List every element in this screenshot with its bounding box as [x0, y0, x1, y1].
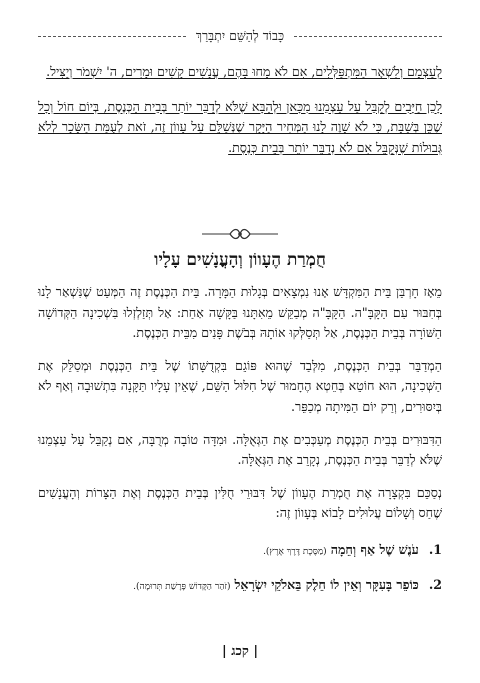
list-item-number: 1. [428, 541, 442, 557]
list-item-source: (מַסֶּכֶת דֶּרֶךְ אֶרֶץ). [263, 546, 327, 557]
section-paragraph-4: נְסַכֵּם בִּקְצָרָה אֶת חֻמְרַת הֶעָווֹן שֶׁל דִּבּוּרֵי חֻלִּין בְּבֵית הַכְּנֶסֶת וְאֶת הַצָּרוֹת וְהָעֳנָשִׁים שֶׁחַס וְשָׁלוֹם עֲלוּלִים לָבוֹא בְּעָווֹן זֶה: [38, 484, 442, 521]
list-item-text: עֹנֶשׁ שֶׁל אַף וְחֵמָה [330, 541, 419, 557]
section-divider-ornament [0, 226, 480, 245]
intro-paragraph-2: לָכֵן חַיָּבִים לְקַבֵּל עַל עַצְמֵנוּ מִכָּאן וּלְהַבָּא שֶׁלֹּא לְדַבֵּר יוֹתֵר בְּבֵית הַכְּנֶסֶת, בְּיוֹם חוֹל וְכָל שֶׁכֵּן בְּשַׁבָּת, כִּי לֹא שָׁוֶה לָנוּ הַמְּחִיר הַיָּקָר שֶׁנְּשַׁלֵּם עַל עָווֹן זֶה, זֹאת לְעֻמַּת הַשָּׂכָר לְלֹא גְּבוּלוֹת שֶׁנְּקַבֵּל אִם לֹא נְדַבֵּר יוֹתֵר בְּבֵית כְּנֶסֶת. [38, 98, 442, 155]
header-rule-right [38, 36, 186, 37]
section-paragraph-3: הַדִּבּוּרִים בְּבֵית הַכְּנֶסֶת מְעַכְּבִים אֶת הַגְּאֻלָּה. וּמִדָּה טוֹבָה מְרֻבָּה, אִם נְקַבֵּל עַל עַצְמֵנוּ שֶׁלֹּא לְדַבֵּר בְּבֵית הַכְּנֶסֶת, נְקָרֵב אֶת הַגְּאֻלָּה. [38, 431, 442, 468]
list-item [38, 540, 442, 563]
running-header [38, 27, 442, 45]
list-item [38, 575, 442, 598]
list-item-text: כּוֹפֵר בָּעִקָּר וְאֵין לוֹ חֵלֶק בֵּאלֹקֵי יִשְׂרָאֵל [234, 576, 419, 592]
section-paragraph-1: מֵאָז חָרְבַּן בֵּית הַמִּקְדָּשׁ אָנוּ נִמְצָאִים בְּגָלוּת הַמָּרָה. בֵּית הַכְּנֶסֶת זֶה הַמְּעַט שֶׁנִּשְׁאַר לָנוּ בְּחִבּוּר עִם הַקָּבָּ"ה. הַקָּבָּ"ה מְבַקֵּשׁ מֵאִתָּנוּ בַּקָּשָׁה אַחַת: אַל תְּזַלְזְלוּ בִּשְׁכִינָה הַקְּדוֹשָׁה הַשּׁוֹרָה בְּבֵית הַכְּנֶסֶת, אַל תְּסַלְּקוּ אוֹתָהּ בְּבֹשֶׁת פָּנִים מִבֵּית הַכְּנֶסֶת. [38, 284, 442, 341]
header-title: כָּבוֹד לְהַשֵּׁם יִתְבָּרַךְ [195, 28, 285, 43]
flourish-icon [200, 227, 280, 241]
page-number: | קכג | [221, 644, 259, 659]
punishments-list [38, 540, 442, 597]
section [38, 250, 442, 597]
list-item-number: 2. [428, 576, 442, 592]
intro-paragraph-1: לְעַצְמָם וְלִשְׁאָר הַמִּתְפַּלְּלִים, אִם לֹא מָחוּ בָּהֶם, עֳנָשִׁים קָשִׁים וּמָרִים, ה' יִשְׁמֹר וְיַצִּיל. [46, 64, 442, 79]
header-rule-left [294, 36, 442, 37]
list-item-source: (זֹהַר הַקָּדוֹשׁ פָּרָשַׁת תְּרוּמָה). [133, 581, 231, 592]
section-paragraph-2: הַמְדַבֵּר בְּבֵית הַכְּנֶסֶת, מִלְּבַד שֶׁהוּא פּוֹגֵם בִּקְדֻשָּׁתוֹ שֶׁל בֵּית הַכְּנֶסֶת וּמְסַלֵּק אֶת הַשְּׁכִינָה, הוּא חוֹטֵא בְּחֵטְא הֶחָמוּר שֶׁל חִלּוּל הַשֵּׁם, שֶׁאֵין עָלָיו תַּקָּנָה בִּתְשׁוּבָה וְאַף לֹא בְּיִסּוּרִים, וְרַק יוֹם הַמִּיתָה מְכַפֵּר. [38, 357, 442, 414]
page-body [38, 62, 442, 158]
section-title: חֻמְרַת הֶעָווֹן וְהָעֳנָשִׁים עָלָיו [154, 250, 326, 270]
